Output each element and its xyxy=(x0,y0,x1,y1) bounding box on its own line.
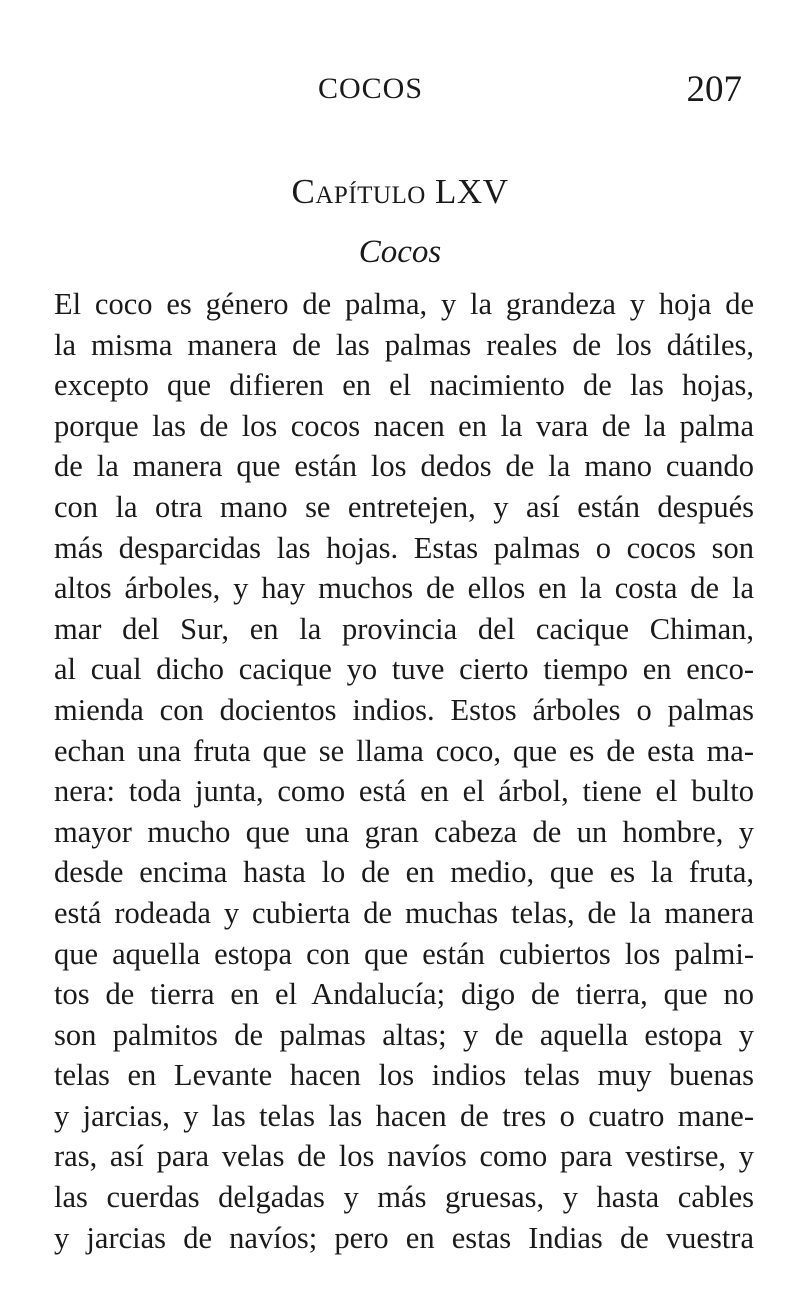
body-text xyxy=(54,284,754,1258)
text-line: porque las de los cocos nacen en la vara de la palma xyxy=(54,408,754,443)
text-line: de la manera que están los dedos de la mano cuando xyxy=(54,449,754,484)
text-line: y jarcias de navíos; pero en estas Indias de vuestra xyxy=(54,1220,754,1255)
text-line: mar del Sur, en la provincia del cacique Chiman, xyxy=(54,611,754,646)
text-line: desde encima hasta lo de en medio, que es la fruta, xyxy=(54,855,754,890)
text-line: son palmitos de palmas altas; y de aquella estopa y xyxy=(54,1017,754,1052)
text-line: echan una fruta que se llama coco, que es de esta ma- xyxy=(54,733,754,768)
text-line: más desparcidas las hojas. Estas palmas o cocos son xyxy=(54,530,754,565)
chapter-heading-word: Capítulo xyxy=(291,172,426,211)
text-line: está rodeada y cubierta de muchas telas, de la manera xyxy=(54,895,754,930)
text-line: con la otra mano se entretejen, y así están después xyxy=(54,489,754,524)
text-line: altos árboles, y hay muchos de ellos en la costa de la xyxy=(54,571,754,606)
text-line: nera: toda junta, como está en el árbol, tiene el bulto xyxy=(54,774,754,809)
running-title: COCOS xyxy=(318,72,424,105)
chapter-heading-number: LXV xyxy=(435,172,509,211)
text-line: mayor mucho que una gran cabeza de un hombre, y xyxy=(54,814,754,849)
chapter-subtitle: Cocos xyxy=(358,234,442,270)
text-line: excepto que difieren en el nacimiento de las hojas, xyxy=(54,368,754,403)
text-line: las cuerdas delgadas y más gruesas, y hasta cables xyxy=(54,1180,754,1215)
running-head xyxy=(0,69,800,112)
page-number: 207 xyxy=(686,69,742,110)
text-line: que aquella estopa con que están cubiertos los palmi- xyxy=(54,936,754,971)
text-line: y jarcias, y las telas las hacen de tres o cuatro mane- xyxy=(54,1098,754,1133)
text-line: telas en Levante hacen los indios telas muy buenas xyxy=(54,1058,754,1093)
text-line: El coco es género de palma, y la grandeza y hoja de xyxy=(54,287,754,321)
text-line: mienda con docientos indios. Estos árboles o palmas xyxy=(54,692,754,727)
text-line: al cual dicho cacique yo tuve cierto tiempo en enco- xyxy=(54,652,754,687)
chapter-heading xyxy=(0,172,800,212)
text-line: la misma manera de las palmas reales de los dátiles, xyxy=(54,327,754,362)
text-line: tos de tierra en el Andalucía; digo de tierra, que no xyxy=(54,977,754,1012)
text-line: ras, así para velas de los navíos como para vestirse, y xyxy=(54,1139,754,1174)
